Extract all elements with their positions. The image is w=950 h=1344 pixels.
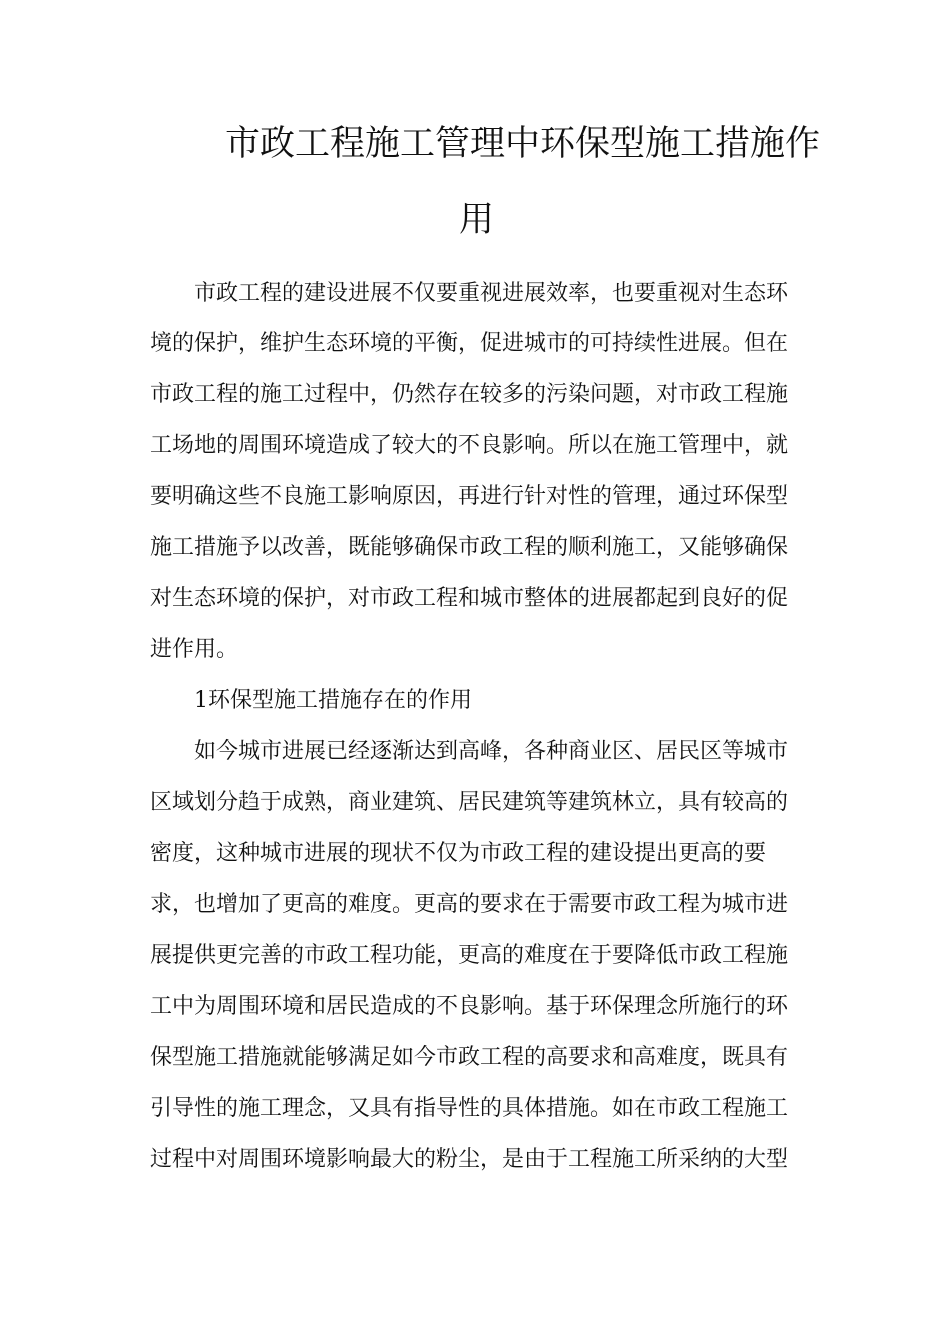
paragraph-2-line-7: 保型施工措施就能够满足如今市政工程的高要求和高难度，既具有 <box>150 1045 789 1070</box>
paragraph-2-line-8: 引导性的施工理念，又具有指导性的具体措施。如在市政工程施工 <box>150 1096 789 1121</box>
paragraph-2-line-3: 密度，这种城市进展的现状不仅为市政工程的建设提出更高的要 <box>150 841 767 866</box>
paragraph-1-line-3: 市政工程的施工过程中，仍然存在较多的污染问题，对市政工程施 <box>150 382 789 407</box>
paragraph-1-line-8: 进作用。 <box>150 637 239 662</box>
paragraph-1-line-4: 工场地的周围环境造成了较大的不良影响。所以在施工管理中，就 <box>150 433 789 458</box>
paragraph-1-line-7: 对生态环境的保护，对市政工程和城市整体的进展都起到良好的促 <box>150 586 789 611</box>
paragraph-2-line-5: 展提供更完善的市政工程功能，更高的难度在于要降低市政工程施 <box>150 943 789 968</box>
paragraph-2-line-4: 求，也增加了更高的难度。更高的要求在于需要市政工程为城市进 <box>150 892 789 917</box>
paragraph-1-line-2: 境的保护，维护生态环境的平衡，促进城市的可持续性进展。但在 <box>150 331 789 356</box>
paragraph-2-line-9: 过程中对周围环境影响最大的粉尘，是由于工程施工所采纳的大型 <box>150 1147 789 1172</box>
section-heading: 1环保型施工措施存在的作用 <box>194 688 472 713</box>
paragraph-1-line-6: 施工措施予以改善，既能够确保市政工程的顺利施工，又能够确保 <box>150 535 789 560</box>
paragraph-1-line-1: 市政工程的建设进展不仅要重视进展效率，也要重视对生态环 <box>194 281 789 306</box>
document-title-line-1: 市政工程施工管理中环保型施工措施作 <box>225 124 821 164</box>
paragraph-1-line-5: 要明确这些不良施工影响原因，再进行针对性的管理，通过环保型 <box>150 484 789 509</box>
paragraph-2-line-6: 工中为周围环境和居民造成的不良影响。基于环保理念所施行的环 <box>150 994 789 1019</box>
paragraph-2-line-2: 区域划分趋于成熟，商业建筑、居民建筑等建筑林立，具有较高的 <box>150 790 789 815</box>
paragraph-2-line-1: 如今城市进展已经逐渐达到高峰，各种商业区、居民区等城市 <box>194 739 789 764</box>
document-title-line-2: 用 <box>459 200 495 240</box>
